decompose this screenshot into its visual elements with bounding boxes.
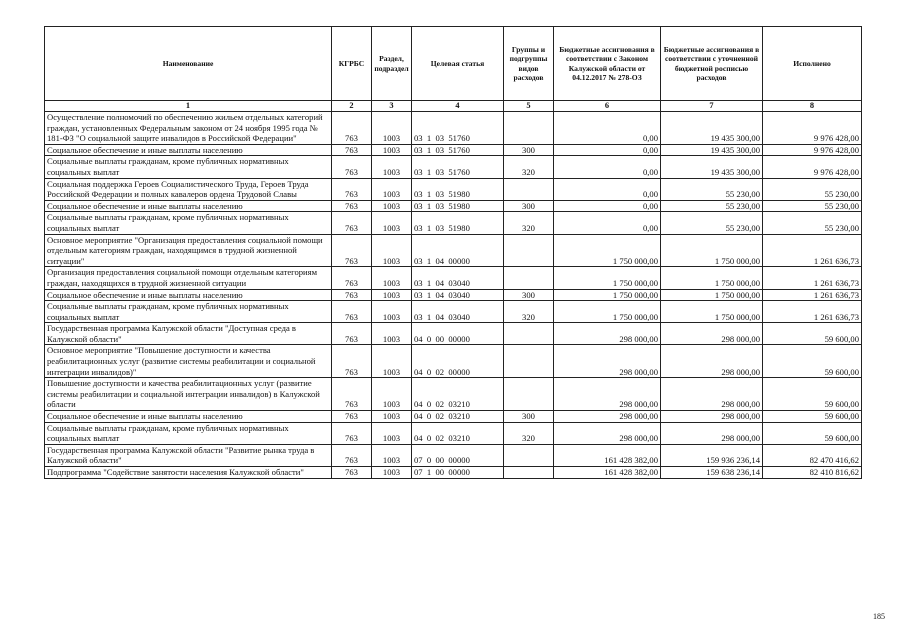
column-number: 1 bbox=[45, 101, 332, 112]
row-name: Подпрограмма "Содействие занятости населения Калужской области" bbox=[45, 467, 332, 479]
row-law-amount: 298 000,00 bbox=[554, 378, 661, 411]
row-done-amount: 1 261 636,73 bbox=[763, 289, 862, 301]
row-law-amount: 298 000,00 bbox=[554, 323, 661, 345]
row-done-amount: 55 230,00 bbox=[763, 178, 862, 200]
row-kgrbs: 763 bbox=[332, 212, 372, 234]
row-law-amount: 1 750 000,00 bbox=[554, 234, 661, 267]
header-name: Наименование bbox=[45, 27, 332, 101]
row-target: 03 1 03 51760 bbox=[412, 112, 504, 145]
row-group: 300 bbox=[504, 289, 554, 301]
row-target: 03 1 03 51980 bbox=[412, 178, 504, 200]
row-law-amount: 0,00 bbox=[554, 156, 661, 178]
row-section: 1003 bbox=[372, 156, 412, 178]
row-kgrbs: 763 bbox=[332, 378, 372, 411]
row-budget-amount: 159 936 236,14 bbox=[661, 444, 763, 466]
row-budget-amount: 1 750 000,00 bbox=[661, 267, 763, 289]
row-group: 300 bbox=[504, 411, 554, 423]
row-group bbox=[504, 234, 554, 267]
row-kgrbs: 763 bbox=[332, 467, 372, 479]
row-law-amount: 298 000,00 bbox=[554, 345, 661, 378]
row-kgrbs: 763 bbox=[332, 234, 372, 267]
header-row bbox=[45, 27, 862, 101]
table-row bbox=[45, 378, 862, 411]
row-done-amount: 59 600,00 bbox=[763, 422, 862, 444]
row-section: 1003 bbox=[372, 467, 412, 479]
row-name: Социальное обеспечение и иные выплаты населению bbox=[45, 411, 332, 423]
row-law-amount: 1 750 000,00 bbox=[554, 301, 661, 323]
row-target: 03 1 04 03040 bbox=[412, 267, 504, 289]
table-row bbox=[45, 234, 862, 267]
row-name: Повышение доступности и качества реабилитационных услуг (развитие системы реабилитации и социальной интеграции инвалидов) в Калужской области bbox=[45, 378, 332, 411]
row-budget-amount: 298 000,00 bbox=[661, 422, 763, 444]
row-budget-amount: 159 638 236,14 bbox=[661, 467, 763, 479]
row-kgrbs: 763 bbox=[332, 144, 372, 156]
row-name: Социальные выплаты гражданам, кроме публичных нормативных социальных выплат bbox=[45, 156, 332, 178]
row-name: Осуществление полномочий по обеспечению жильем отдельных категорий граждан, установленных Федеральным законом от 24 ноября 1995 года № 181-ФЗ "О социальной защите инвалидов в Российской Федерации" bbox=[45, 112, 332, 145]
budget-table bbox=[44, 26, 862, 479]
row-section: 1003 bbox=[372, 212, 412, 234]
table-row bbox=[45, 200, 862, 212]
row-group: 320 bbox=[504, 301, 554, 323]
row-section: 1003 bbox=[372, 178, 412, 200]
row-name: Социальное обеспечение и иные выплаты населению bbox=[45, 144, 332, 156]
row-section: 1003 bbox=[372, 323, 412, 345]
row-target: 03 1 03 51760 bbox=[412, 144, 504, 156]
row-law-amount: 0,00 bbox=[554, 178, 661, 200]
row-section: 1003 bbox=[372, 234, 412, 267]
page-number: 185 bbox=[873, 612, 885, 621]
row-group bbox=[504, 267, 554, 289]
row-done-amount: 59 600,00 bbox=[763, 378, 862, 411]
row-kgrbs: 763 bbox=[332, 156, 372, 178]
row-kgrbs: 763 bbox=[332, 444, 372, 466]
row-law-amount: 0,00 bbox=[554, 144, 661, 156]
header-law: Бюджетные ассигнования в соответствии с Законом Калужской области от 04.12.2017 № 278-ОЗ bbox=[554, 27, 661, 101]
row-done-amount: 59 600,00 bbox=[763, 323, 862, 345]
row-target: 04 0 02 00000 bbox=[412, 345, 504, 378]
row-kgrbs: 763 bbox=[332, 411, 372, 423]
row-kgrbs: 763 bbox=[332, 301, 372, 323]
row-target: 07 1 00 00000 bbox=[412, 467, 504, 479]
header-section: Раздел, подраздел bbox=[372, 27, 412, 101]
row-kgrbs: 763 bbox=[332, 422, 372, 444]
table-row bbox=[45, 144, 862, 156]
row-section: 1003 bbox=[372, 411, 412, 423]
row-section: 1003 bbox=[372, 444, 412, 466]
row-name: Социальные выплаты гражданам, кроме публичных нормативных социальных выплат bbox=[45, 301, 332, 323]
row-law-amount: 0,00 bbox=[554, 200, 661, 212]
row-done-amount: 9 976 428,00 bbox=[763, 156, 862, 178]
row-done-amount: 59 600,00 bbox=[763, 345, 862, 378]
row-done-amount: 9 976 428,00 bbox=[763, 112, 862, 145]
row-law-amount: 298 000,00 bbox=[554, 411, 661, 423]
row-name: Социальное обеспечение и иные выплаты населению bbox=[45, 200, 332, 212]
table-row bbox=[45, 444, 862, 466]
row-group bbox=[504, 378, 554, 411]
row-done-amount: 1 261 636,73 bbox=[763, 267, 862, 289]
row-target: 03 1 04 03040 bbox=[412, 301, 504, 323]
row-done-amount: 1 261 636,73 bbox=[763, 301, 862, 323]
row-kgrbs: 763 bbox=[332, 267, 372, 289]
row-law-amount: 0,00 bbox=[554, 112, 661, 145]
row-group bbox=[504, 467, 554, 479]
row-name: Социальное обеспечение и иные выплаты населению bbox=[45, 289, 332, 301]
row-budget-amount: 19 435 300,00 bbox=[661, 112, 763, 145]
row-law-amount: 298 000,00 bbox=[554, 422, 661, 444]
row-group bbox=[504, 178, 554, 200]
row-target: 03 1 03 51980 bbox=[412, 212, 504, 234]
row-target: 03 1 04 00000 bbox=[412, 234, 504, 267]
row-section: 1003 bbox=[372, 422, 412, 444]
row-budget-amount: 55 230,00 bbox=[661, 200, 763, 212]
row-name: Государственная программа Калужской области "Развитие рынка труда в Калужской области" bbox=[45, 444, 332, 466]
row-section: 1003 bbox=[372, 267, 412, 289]
row-law-amount: 161 428 382,00 bbox=[554, 444, 661, 466]
row-group: 300 bbox=[504, 144, 554, 156]
row-section: 1003 bbox=[372, 144, 412, 156]
row-name: Социальные выплаты гражданам, кроме публичных нормативных социальных выплат bbox=[45, 212, 332, 234]
table-row bbox=[45, 301, 862, 323]
row-budget-amount: 19 435 300,00 bbox=[661, 144, 763, 156]
row-budget-amount: 298 000,00 bbox=[661, 323, 763, 345]
row-group bbox=[504, 444, 554, 466]
table-row bbox=[45, 422, 862, 444]
row-section: 1003 bbox=[372, 200, 412, 212]
row-name: Социальная поддержка Героев Социалистического Труда, Героев Труда Российской Федерации и полных кавалеров ордена Трудовой Славы bbox=[45, 178, 332, 200]
row-kgrbs: 763 bbox=[332, 112, 372, 145]
row-done-amount: 82 410 816,62 bbox=[763, 467, 862, 479]
row-budget-amount: 298 000,00 bbox=[661, 411, 763, 423]
row-kgrbs: 763 bbox=[332, 345, 372, 378]
column-number: 5 bbox=[504, 101, 554, 112]
row-budget-amount: 1 750 000,00 bbox=[661, 289, 763, 301]
column-number: 4 bbox=[412, 101, 504, 112]
row-law-amount: 0,00 bbox=[554, 212, 661, 234]
header-kgrbs: КГРБС bbox=[332, 27, 372, 101]
row-done-amount: 1 261 636,73 bbox=[763, 234, 862, 267]
row-law-amount: 1 750 000,00 bbox=[554, 267, 661, 289]
column-number: 7 bbox=[661, 101, 763, 112]
table-body bbox=[45, 112, 862, 479]
table-row bbox=[45, 267, 862, 289]
row-kgrbs: 763 bbox=[332, 323, 372, 345]
row-law-amount: 1 750 000,00 bbox=[554, 289, 661, 301]
row-done-amount: 55 230,00 bbox=[763, 212, 862, 234]
column-number: 8 bbox=[763, 101, 862, 112]
row-section: 1003 bbox=[372, 345, 412, 378]
row-done-amount: 9 976 428,00 bbox=[763, 144, 862, 156]
row-section: 1003 bbox=[372, 378, 412, 411]
table-row bbox=[45, 345, 862, 378]
row-budget-amount: 1 750 000,00 bbox=[661, 234, 763, 267]
table-row bbox=[45, 156, 862, 178]
row-target: 03 1 04 03040 bbox=[412, 289, 504, 301]
row-law-amount: 161 428 382,00 bbox=[554, 467, 661, 479]
table-row bbox=[45, 323, 862, 345]
row-done-amount: 55 230,00 bbox=[763, 200, 862, 212]
row-budget-amount: 298 000,00 bbox=[661, 378, 763, 411]
table-row bbox=[45, 212, 862, 234]
header-target: Целевая статья bbox=[412, 27, 504, 101]
row-target: 03 1 03 51980 bbox=[412, 200, 504, 212]
row-budget-amount: 55 230,00 bbox=[661, 178, 763, 200]
row-name: Основное мероприятие "Повышение доступности и качества реабилитационных услуг (развитие системы реабилитации и социальной интеграции инвалидов)" bbox=[45, 345, 332, 378]
row-name: Основное мероприятие "Организация предоставления социальной помощи отдельным категориям граждан, находящимся в трудной жизненной ситуации" bbox=[45, 234, 332, 267]
row-done-amount: 82 470 416,62 bbox=[763, 444, 862, 466]
column-number-row bbox=[45, 101, 862, 112]
row-group bbox=[504, 112, 554, 145]
row-budget-amount: 298 000,00 bbox=[661, 345, 763, 378]
row-target: 04 0 00 00000 bbox=[412, 323, 504, 345]
row-name: Организация предоставления социальной помощи отдельным категориям граждан, находящихся в трудной жизненной ситуации bbox=[45, 267, 332, 289]
column-number: 6 bbox=[554, 101, 661, 112]
row-target: 03 1 03 51760 bbox=[412, 156, 504, 178]
row-section: 1003 bbox=[372, 112, 412, 145]
row-name: Социальные выплаты гражданам, кроме публичных нормативных социальных выплат bbox=[45, 422, 332, 444]
row-section: 1003 bbox=[372, 289, 412, 301]
row-group: 320 bbox=[504, 212, 554, 234]
table-row bbox=[45, 112, 862, 145]
column-number: 2 bbox=[332, 101, 372, 112]
row-group bbox=[504, 345, 554, 378]
row-group: 320 bbox=[504, 156, 554, 178]
row-target: 04 0 02 03210 bbox=[412, 411, 504, 423]
row-group bbox=[504, 323, 554, 345]
row-target: 04 0 02 03210 bbox=[412, 378, 504, 411]
row-budget-amount: 19 435 300,00 bbox=[661, 156, 763, 178]
header-group: Группы и подгруппы видов расходов bbox=[504, 27, 554, 101]
row-kgrbs: 763 bbox=[332, 178, 372, 200]
row-name: Государственная программа Калужской области "Доступная среда в Калужской области" bbox=[45, 323, 332, 345]
column-number: 3 bbox=[372, 101, 412, 112]
row-budget-amount: 55 230,00 bbox=[661, 212, 763, 234]
row-done-amount: 59 600,00 bbox=[763, 411, 862, 423]
row-kgrbs: 763 bbox=[332, 289, 372, 301]
table-row bbox=[45, 289, 862, 301]
row-target: 07 0 00 00000 bbox=[412, 444, 504, 466]
row-kgrbs: 763 bbox=[332, 200, 372, 212]
header-budget: Бюджетные ассигнования в соответствии с уточненной бюджетной росписью расходов bbox=[661, 27, 763, 101]
row-budget-amount: 1 750 000,00 bbox=[661, 301, 763, 323]
row-target: 04 0 02 03210 bbox=[412, 422, 504, 444]
row-group: 300 bbox=[504, 200, 554, 212]
table-row bbox=[45, 467, 862, 479]
row-section: 1003 bbox=[372, 301, 412, 323]
table-row bbox=[45, 178, 862, 200]
row-group: 320 bbox=[504, 422, 554, 444]
header-done: Исполнено bbox=[763, 27, 862, 101]
table-row bbox=[45, 411, 862, 423]
